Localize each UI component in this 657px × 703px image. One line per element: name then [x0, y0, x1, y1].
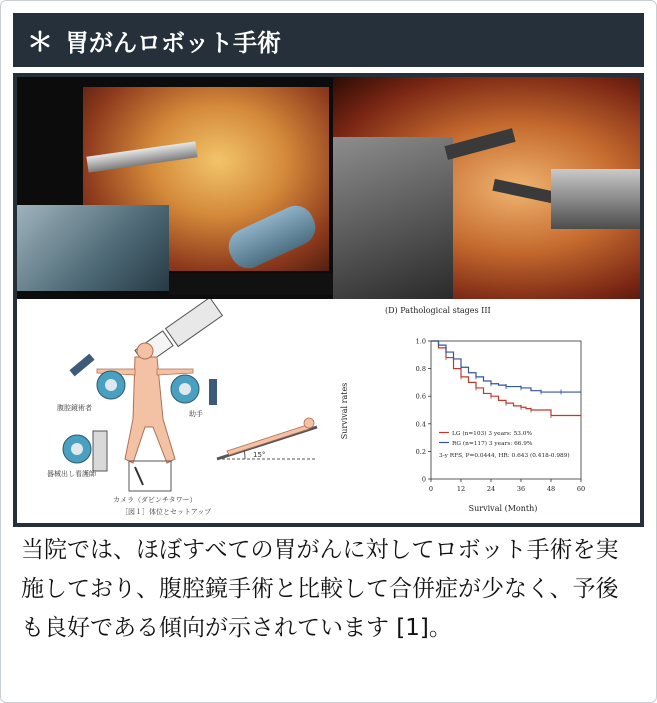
x-tick-label: 0 [428, 485, 434, 493]
description-text: 当院では、ほぼすべての胃がんに対してロボット手術を実施しており、腹腔鏡手術と比較して合併症が少なく、予後も良好である傾向が示されています [1]。 [21, 537, 619, 641]
survival-chart [333, 299, 640, 523]
x-tick-label: 12 [456, 485, 466, 493]
laparoscopic-surgery-photo [17, 77, 333, 299]
robotic-surgery-photo [333, 77, 640, 299]
label-angle: 15° [253, 451, 266, 459]
robotic-arm-right [551, 169, 640, 229]
chart-title: (D) Pathological stages III [385, 306, 491, 315]
y-tick-label: 1.0 [415, 337, 426, 346]
robotic-arm [333, 137, 453, 299]
robotic-gripper-lower [492, 179, 553, 203]
chart-xlabel: Survival (Month) [468, 504, 538, 513]
setup-diagram [17, 299, 333, 523]
label-assistant: 腹腔鏡術者 [57, 404, 92, 412]
x-tick-label: 60 [576, 485, 586, 493]
chart-annotation: 3-y RFS, P=0.0444, HR: 0.643 (0.418-0.989) [439, 453, 570, 459]
x-tick-label: 48 [546, 485, 556, 493]
label-helper: 助手 [189, 410, 203, 418]
robotic-gripper-upper [444, 128, 515, 160]
y-tick-label: 0.8 [415, 365, 426, 374]
monitor-status-bar [169, 273, 333, 295]
section-header [13, 13, 644, 67]
label-instrument-nurse: 器械出し看護師 [47, 470, 96, 478]
y-tick-label: 0.2 [415, 447, 426, 456]
figure-caption: ［図１］体位とセットアップ [121, 508, 212, 516]
y-tick-label: 0 [421, 475, 426, 484]
chart-ylabel: Survival rates [340, 382, 349, 440]
legend-label: LG (n=103) 3 years: 53.0% [452, 431, 532, 437]
y-tick-label: 0.4 [415, 420, 426, 429]
asterisk-icon: ＊ [27, 27, 54, 58]
y-tick-label: 0.6 [415, 392, 426, 401]
x-tick-label: 24 [486, 485, 496, 493]
image-panel-inner [17, 77, 640, 523]
survival-chart-svg [333, 299, 640, 523]
legend-label: RG (n=117) 3 years: 66.9% [452, 441, 533, 447]
section-title: 胃がんロボット手術 [65, 28, 282, 57]
operating-room-inset [17, 205, 169, 291]
x-tick-label: 36 [516, 485, 526, 493]
label-camera: カメラ（ダビンチタワー） [113, 496, 197, 504]
image-panel [13, 73, 644, 527]
